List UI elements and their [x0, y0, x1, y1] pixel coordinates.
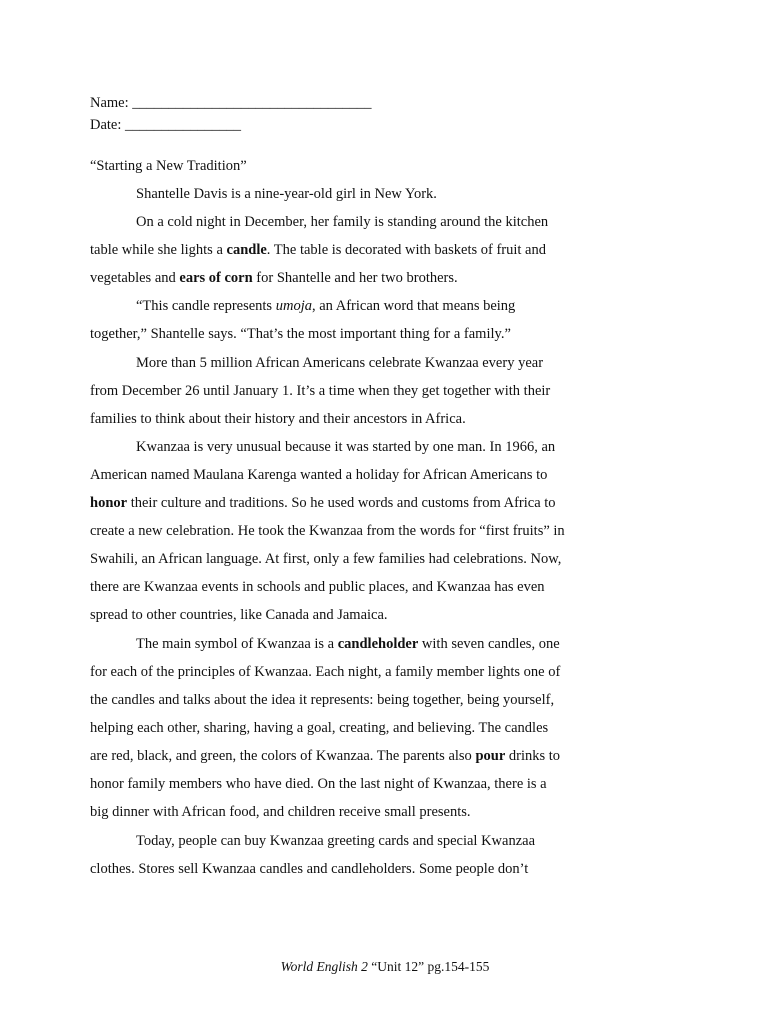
- name-line: [90, 94, 372, 112]
- text-segment: table while she lights a: [90, 242, 227, 258]
- text-segment: “This candle represents: [136, 298, 276, 314]
- text-line: American named Maulana Karenga wanted a holiday for African Americans to: [90, 467, 548, 483]
- vocab-word-honor: honor: [90, 495, 128, 511]
- footer-book-title: World English 2: [280, 959, 368, 974]
- text-segment: with seven candles, one: [418, 636, 560, 652]
- text-line: clothes. Stores sell Kwanzaa candles and candleholders. Some people don’t: [90, 861, 529, 877]
- text-line: the candles and talks about the idea it represents: being together, being yourself,: [90, 692, 555, 708]
- text-line: families to think about their history and their ancestors in Africa.: [90, 411, 466, 427]
- text-line: spread to other countries, like Canada and Jamaica.: [90, 607, 388, 623]
- text-segment: The main symbol of Kwanzaa is a: [136, 636, 338, 652]
- text-line: together,” Shantelle says. “That’s the most important thing for a family.”: [90, 326, 511, 342]
- text-line: [136, 297, 515, 315]
- text-segment: their culture and traditions. So he used words and customs from Africa to: [127, 495, 556, 511]
- name-label: Name:: [90, 95, 129, 111]
- text-line: [90, 241, 546, 259]
- vocab-word-candleholder: candleholder: [337, 636, 419, 652]
- text-line: [90, 494, 556, 512]
- text-segment: are red, black, and green, the colors of Kwanzaa. The parents also: [90, 748, 476, 764]
- name-blank: _________________________________: [132, 95, 372, 111]
- text-line: honor family members who have died. On the last night of Kwanzaa, there is a: [90, 776, 547, 792]
- text-line: Today, people can buy Kwanzaa greeting cards and special Kwanzaa: [136, 833, 536, 849]
- footer-unit-pages: “Unit 12” pg.154-155: [367, 959, 490, 974]
- vocab-word-ears-of-corn: ears of corn: [179, 270, 253, 286]
- text-segment: . The table is decorated with baskets of fruit and: [266, 242, 546, 258]
- text-segment: vegetables and: [90, 270, 180, 286]
- text-line: More than 5 million African Americans celebrate Kwanzaa every year: [136, 355, 544, 371]
- text-line: from December 26 until January 1. It’s a time when they get together with their: [90, 383, 551, 399]
- text-line: create a new celebration. He took the Kwanzaa from the words for “first fruits” in: [90, 523, 565, 539]
- text-line: Kwanzaa is very unusual because it was started by one man. In 1966, an: [136, 439, 556, 455]
- text-segment: for Shantelle and her two brothers.: [252, 270, 458, 286]
- date-blank: ________________: [125, 117, 242, 133]
- text-line: [90, 269, 458, 287]
- italic-word-umoja: umoja: [275, 298, 312, 314]
- text-line: On a cold night in December, her family is standing around the kitchen: [136, 214, 549, 230]
- text-line: Shantelle Davis is a nine-year-old girl in New York.: [136, 186, 437, 202]
- text-line: Swahili, an African language. At first, only a few families had celebrations. Now,: [90, 551, 562, 567]
- date-line: [90, 116, 241, 134]
- text-line: helping each other, sharing, having a goal, creating, and believing. The candles: [90, 720, 549, 736]
- text-segment: , an African word that means being: [311, 298, 516, 314]
- page-footer: [0, 958, 770, 976]
- date-label: Date:: [90, 117, 122, 133]
- text-line: for each of the principles of Kwanzaa. Each night, a family member lights one of: [90, 664, 561, 680]
- text-line: there are Kwanzaa events in schools and public places, and Kwanzaa has even: [90, 579, 545, 595]
- text-line: big dinner with African food, and children receive small presents.: [90, 804, 471, 820]
- story-title: “Starting a New Tradition”: [90, 158, 247, 174]
- text-line: [136, 635, 560, 653]
- text-segment: drinks to: [505, 748, 561, 764]
- vocab-word-pour: pour: [475, 748, 506, 764]
- text-line: [90, 747, 560, 765]
- vocab-word-candle: candle: [226, 242, 267, 258]
